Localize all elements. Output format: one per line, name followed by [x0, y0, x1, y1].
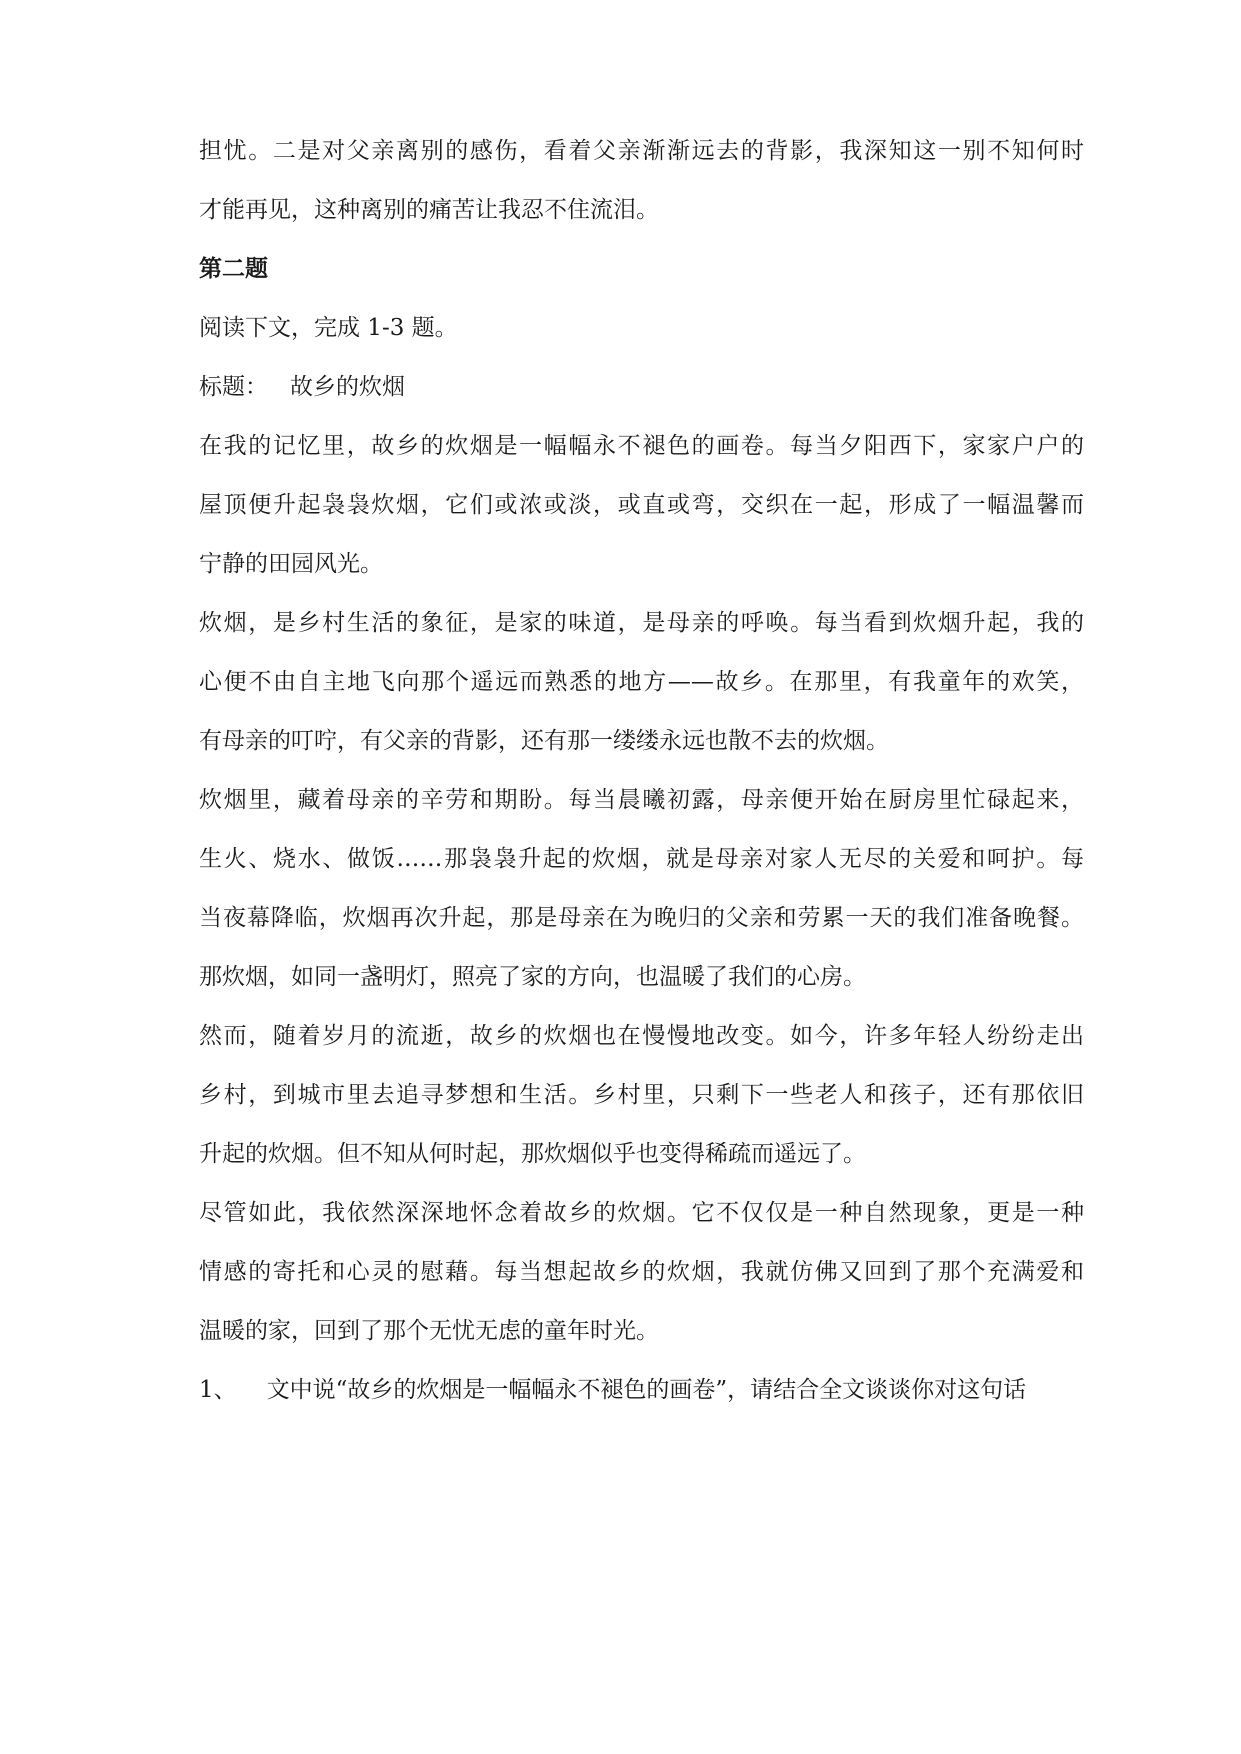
section-heading: 第二题: [199, 256, 268, 282]
question-1: [199, 1375, 1084, 1405]
paragraph-line: 尽管如此，我依然深深地怀念着故乡的炊烟。它不仅仅是一种自然现象，更是一种: [199, 1200, 1084, 1226]
paragraph-line: 情感的寄托和心灵的慰藉。每当想起故乡的炊烟，我就仿佛又回到了那个充满爱和: [199, 1259, 1084, 1285]
title-text: 故乡的炊烟: [290, 374, 405, 400]
instruction-text: 阅读下文，完成 1-3 题。: [199, 315, 458, 341]
text-line: 才能再见，这种离别的痛苦让我忍不住流泪。: [199, 197, 659, 223]
paragraph-line: 炊烟里，藏着母亲的辛劳和期盼。每当晨曦初露，母亲便开始在厨房里忙碌起来，: [199, 787, 1084, 813]
text-line: 担忧。二是对父亲离别的感伤，看着父亲渐渐远去的背影，我深知这一别不知何时: [199, 138, 1084, 164]
paragraph-line: 生火、烧水、做饭……那袅袅升起的炊烟，就是母亲对家人无尽的关爱和呵护。每: [199, 846, 1084, 872]
paragraph-line: 那炊烟，如同一盏明灯，照亮了家的方向，也温暖了我们的心房。: [199, 964, 866, 990]
paragraph-line: 然而，随着岁月的流逝，故乡的炊烟也在慢慢地改变。如今，许多年轻人纷纷走出: [199, 1023, 1084, 1049]
paragraph-line: 温暖的家，回到了那个无忧无虑的童年时光。: [199, 1318, 659, 1344]
question-text: 文中说“故乡的炊烟是一幅幅永不褪色的画卷”，请结合全文谈谈你对这句话: [266, 1377, 1027, 1403]
article-title: [199, 372, 1084, 402]
question-number: 1、: [199, 1377, 237, 1403]
paragraph-line: 当夜幕降临，炊烟再次升起，那是母亲在为晚归的父亲和劳累一天的我们准备晚餐。: [199, 905, 1084, 931]
paragraph-line: 在我的记忆里，故乡的炊烟是一幅幅永不褪色的画卷。每当夕阳西下，家家户户的: [199, 433, 1084, 459]
paragraph-line: 乡村，到城市里去追寻梦想和生活。乡村里，只剩下一些老人和孩子，还有那依旧: [199, 1082, 1084, 1108]
title-label: 标题：: [199, 374, 268, 400]
paragraph-line: 升起的炊烟。但不知从何时起，那炊烟似乎也变得稀疏而遥远了。: [199, 1141, 866, 1167]
paragraph-line: 炊烟，是乡村生活的象征，是家的味道，是母亲的呼唤。每当看到炊烟升起，我的: [199, 610, 1084, 636]
paragraph-line: 宁静的田园风光。: [199, 551, 383, 577]
paragraph-line: 心便不由自主地飞向那个遥远而熟悉的地方——故乡。在那里，有我童年的欢笑，: [199, 669, 1084, 695]
paragraph-line: 有母亲的叮咛，有父亲的背影，还有那一缕缕永远也散不去的炊烟。: [199, 728, 889, 754]
paragraph-line: 屋顶便升起袅袅炊烟，它们或浓或淡，或直或弯，交织在一起，形成了一幅温馨而: [199, 492, 1084, 518]
